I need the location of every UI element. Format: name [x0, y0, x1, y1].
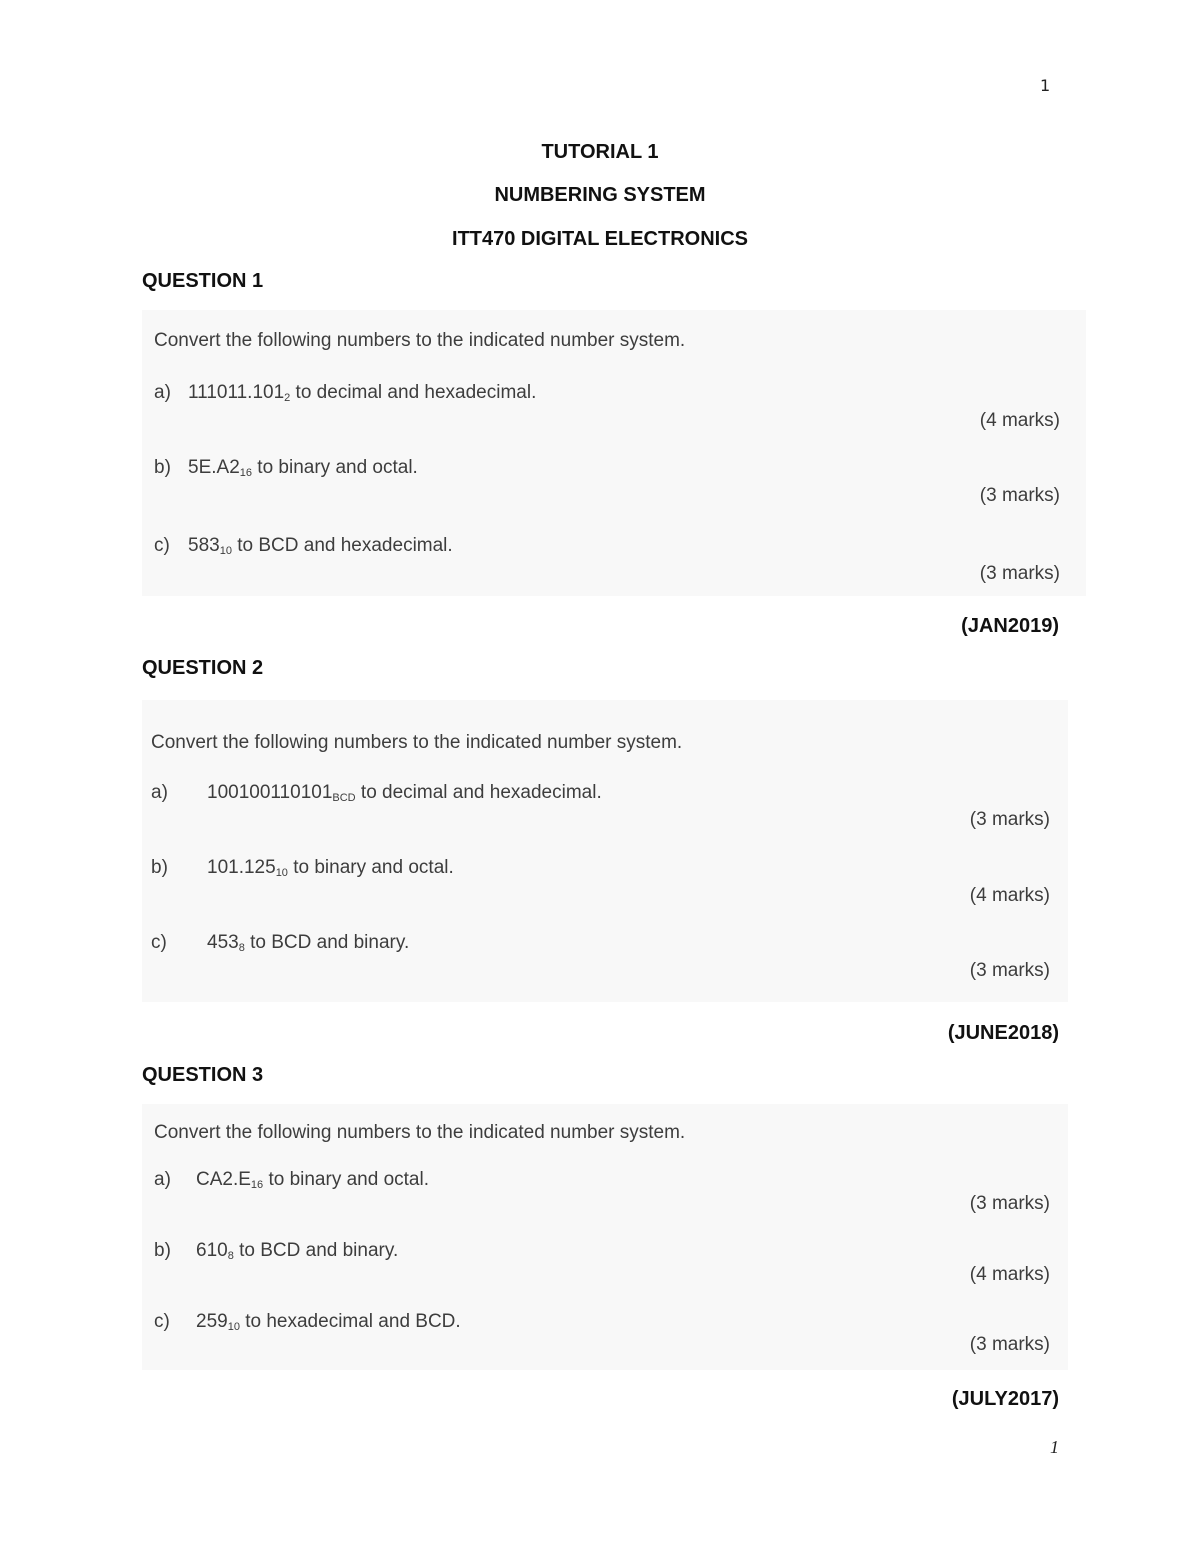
- question-3-item-b-text: $610_8$ to BCD and binary.: [196, 1240, 399, 1262]
- question-2-item-b-text: $101.125_{10}$ to binary and octal.: [207, 857, 454, 879]
- question-3-intro: Convert the following numbers to the indicated number system.: [154, 1122, 686, 1143]
- question-2-heading: QUESTION 2: [142, 657, 264, 679]
- question-3-item-a-text: $CA2.E_{16}$ to binary and octal.: [196, 1169, 429, 1191]
- question-1-item-b-letter: b): [154, 457, 171, 478]
- page-number-top: 1: [1040, 76, 1051, 95]
- question-2-item-b-marks: (4 marks): [969, 885, 1050, 906]
- topic-title: NUMBERING SYSTEM: [494, 184, 706, 206]
- question-1-item-c-letter: c): [154, 535, 170, 556]
- question-1-item-c-text: $583_{10}$ to BCD and hexadecimal.: [188, 535, 453, 557]
- question-1-item-a-letter: a): [154, 382, 171, 403]
- question-2-item-a-text: $100100110101_{BCD}$ to decimal and hexadecimal.: [207, 782, 602, 804]
- page-number-bottom: 1: [1050, 1437, 1059, 1457]
- question-3-item-b-letter: b): [154, 1240, 171, 1261]
- question-3-item-a-letter: a): [154, 1169, 171, 1190]
- question-2-item-c-text: $453_8$ to BCD and binary.: [207, 932, 410, 954]
- question-3-item-c-marks: (3 marks): [969, 1334, 1050, 1355]
- tutorial-title: TUTORIAL 1: [541, 141, 659, 163]
- question-3-item-a-marks: (3 marks): [969, 1193, 1050, 1214]
- question-1-item-a-marks: (4 marks): [979, 410, 1060, 431]
- question-2-box: [142, 700, 1068, 1002]
- question-3-box: [142, 1104, 1068, 1370]
- question-3-source: (JULY2017): [951, 1388, 1059, 1410]
- question-3-item-c-text: $259_{10}$ to hexadecimal and BCD.: [196, 1311, 461, 1333]
- question-2-item-a-letter: a): [151, 782, 168, 803]
- question-3-item-b-marks: (4 marks): [969, 1264, 1050, 1285]
- question-3-item-c-letter: c): [154, 1311, 170, 1332]
- course-title: ITT470 DIGITAL ELECTRONICS: [452, 228, 748, 250]
- question-2-item-b-letter: b): [151, 857, 168, 878]
- question-2-item-c-marks: (3 marks): [969, 960, 1050, 981]
- question-1-item-a-text: $111011.101_2$ to decimal and hexadecimal.: [188, 382, 537, 404]
- question-1-item-b-text: $5E.A2_{16}$ to binary and octal.: [188, 457, 418, 479]
- question-1-source: (JAN2019): [961, 615, 1059, 637]
- question-3-heading: QUESTION 3: [142, 1064, 264, 1086]
- question-1-box: [142, 310, 1086, 596]
- question-2-intro: Convert the following numbers to the indicated number system.: [151, 732, 683, 753]
- question-1-heading: QUESTION 1: [142, 270, 264, 292]
- question-1-item-b-marks: (3 marks): [979, 485, 1060, 506]
- question-1-intro: Convert the following numbers to the indicated number system.: [154, 330, 686, 351]
- question-2-item-a-marks: (3 marks): [969, 809, 1050, 830]
- question-2-source: (JUNE2018): [947, 1022, 1059, 1044]
- question-1-item-c-marks: (3 marks): [979, 563, 1060, 584]
- question-2-item-c-letter: c): [151, 932, 167, 953]
